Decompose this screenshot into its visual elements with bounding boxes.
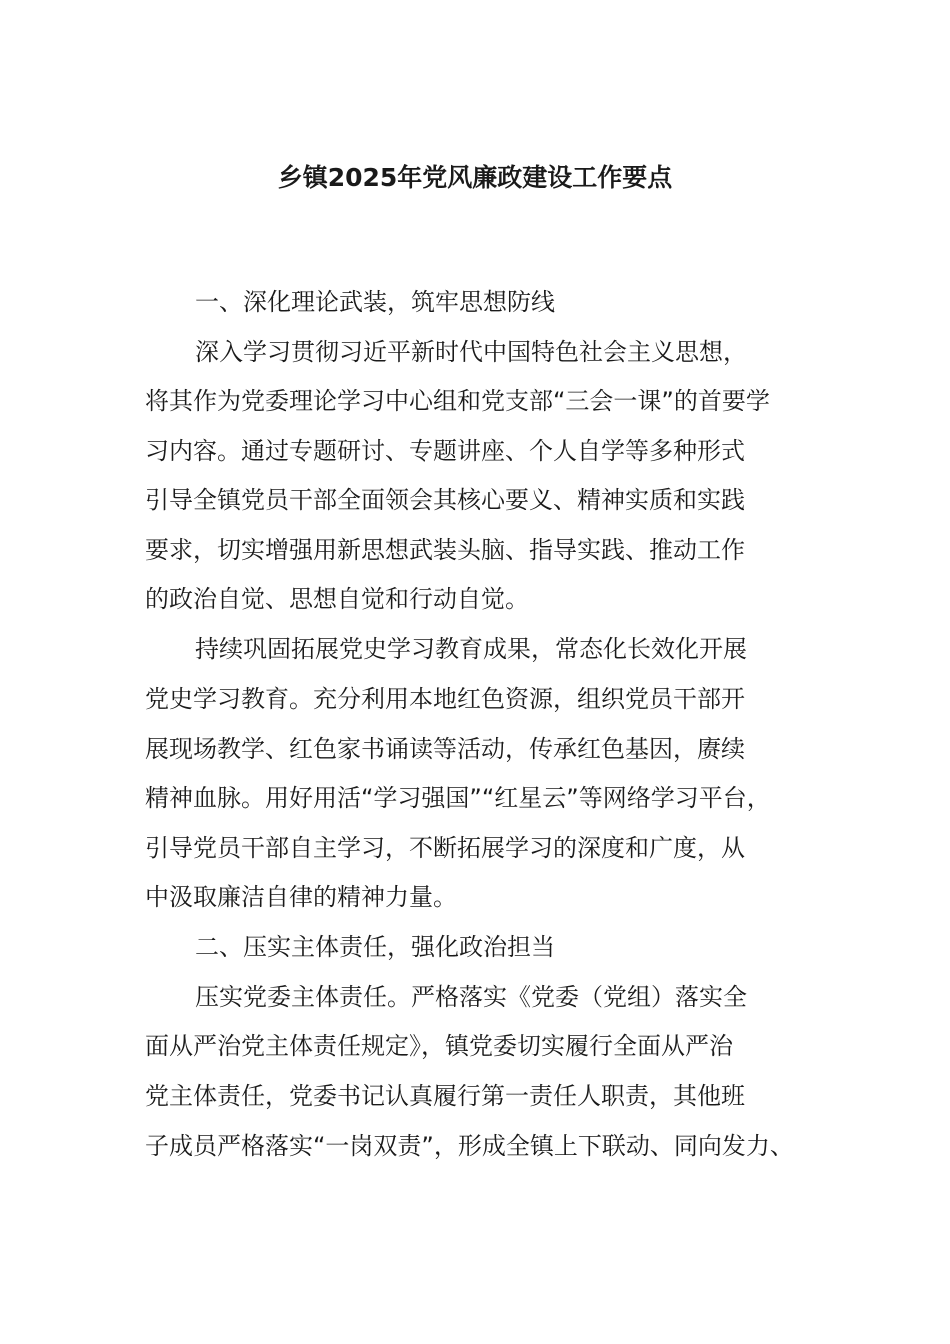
paragraph-line: 党史学习教育。充分利用本地红色资源，组织党员干部开: [145, 685, 745, 713]
paragraph-line: 要求，切实增强用新思想武装头脑、指导实践、推动工作: [145, 536, 745, 564]
paragraph-line: 精神血脉。用好用活“学习强国”“红星云”等网络学习平台，: [145, 784, 771, 812]
paragraph-line: 持续巩固拓展党史学习教育成果，常态化长效化开展: [195, 635, 747, 663]
paragraph-line: 党主体责任，党委书记认真履行第一责任人职责，其他班: [145, 1082, 745, 1110]
paragraph-line: 深入学习贯彻习近平新时代中国特色社会主义思想，: [195, 338, 747, 366]
paragraph-line: 中汲取廉洁自律的精神力量。: [145, 883, 457, 911]
document-title: 乡镇2025年党风廉政建设工作要点: [277, 163, 673, 192]
paragraph-line: 引导党员干部自主学习，不断拓展学习的深度和广度，从: [145, 834, 745, 862]
paragraph-line: 将其作为党委理论学习中心组和党支部“三会一课”的首要学: [145, 387, 770, 415]
paragraph-line: 压实党委主体责任。严格落实《党委（党组）落实全: [195, 983, 747, 1011]
paragraph-line: 的政治自觉、思想自觉和行动自觉。: [145, 585, 529, 613]
paragraph-line: 子成员严格落实“一岗双责”，形成全镇上下联动、同向发力、: [145, 1132, 794, 1160]
section-heading-1: 一、深化理论武装，筑牢思想防线: [195, 288, 555, 316]
paragraph-line: 习内容。通过专题研讨、专题讲座、个人自学等多种形式: [145, 437, 745, 465]
paragraph-line: 引导全镇党员干部全面领会其核心要义、精神实质和实践: [145, 486, 745, 514]
section-heading-2: 二、压实主体责任，强化政治担当: [195, 933, 555, 961]
paragraph-line: 展现场教学、红色家书诵读等活动，传承红色基因，赓续: [145, 735, 745, 763]
paragraph-line: 面从严治党主体责任规定》，镇党委切实履行全面从严治: [145, 1032, 733, 1060]
